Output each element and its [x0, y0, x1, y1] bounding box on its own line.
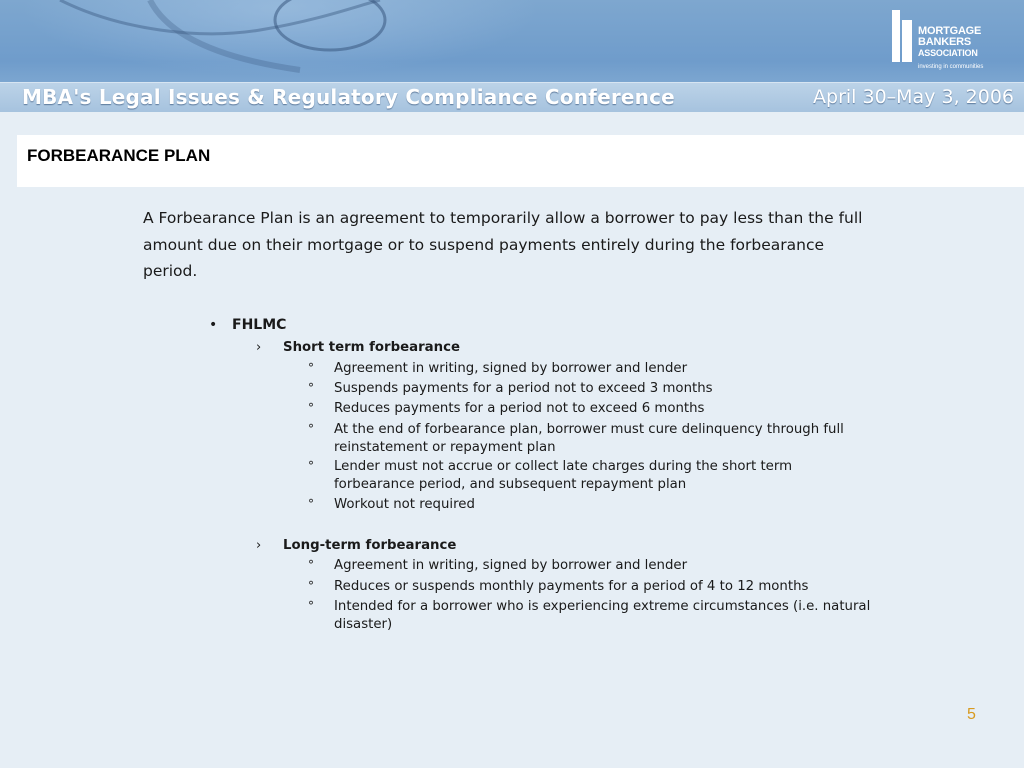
item-text: Reduces payments for a period not to exceed 6 months [334, 401, 705, 416]
degree-bullet: ° [308, 459, 314, 473]
group-label: Long-term forbearance [283, 538, 457, 553]
item-text: Suspends payments for a period not to exceed 3 months [334, 381, 713, 396]
building-icon [892, 10, 914, 62]
group-label: Short term forbearance [283, 340, 461, 355]
header-banner [0, 0, 1024, 112]
item-text: At the end of forbearance plan, borrower must cure delinquency through full reinstatement or repayment plan [334, 422, 844, 455]
degree-bullet: ° [308, 361, 314, 375]
title-bar [17, 135, 1024, 187]
conference-title: MBA's Legal Issues & Regulatory Compliance Conference [22, 85, 675, 109]
section-label: FHLMC [232, 317, 287, 333]
item-text: Lender must not accrue or collect late charges during the short term forbearance period, and subsequent repayment plan [334, 459, 793, 492]
intro-paragraph: A Forbearance Plan is an agreement to temporarily allow a borrower to pay less than the full amount due on their mortgage or to suspend payments entirely during the forbearance period. [143, 209, 863, 280]
logo-text: MORTGAGE BANKERS ASSOCIATION [918, 25, 982, 58]
degree-bullet: ° [308, 599, 314, 613]
mba-logo [890, 8, 1010, 74]
item-text: Agreement in writing, signed by borrower and lender [334, 361, 688, 376]
degree-bullet: ° [308, 381, 314, 395]
item-text: Intended for a borrower who is experiencing extreme circumstances (i.e. natural disaster) [334, 599, 871, 632]
chevron-right-icon: › [256, 538, 262, 553]
degree-bullet: ° [308, 401, 314, 415]
degree-bullet: ° [308, 558, 314, 572]
slide-title: FORBEARANCE PLAN [27, 146, 211, 165]
header-photo [0, 0, 560, 82]
bullet-dot: • [209, 317, 218, 333]
logo-tagline: investing in communities [918, 64, 984, 70]
degree-bullet: ° [308, 579, 314, 593]
chevron-right-icon: › [256, 340, 262, 355]
conference-date: April 30–May 3, 2006 [813, 86, 1014, 108]
item-text: Reduces or suspends monthly payments for a period of 4 to 12 months [334, 579, 809, 594]
page-number: 5 [967, 706, 976, 723]
item-text: Agreement in writing, signed by borrower and lender [334, 558, 688, 573]
degree-bullet: ° [308, 422, 314, 436]
degree-bullet: ° [308, 497, 314, 511]
item-text: Workout not required [334, 497, 475, 512]
